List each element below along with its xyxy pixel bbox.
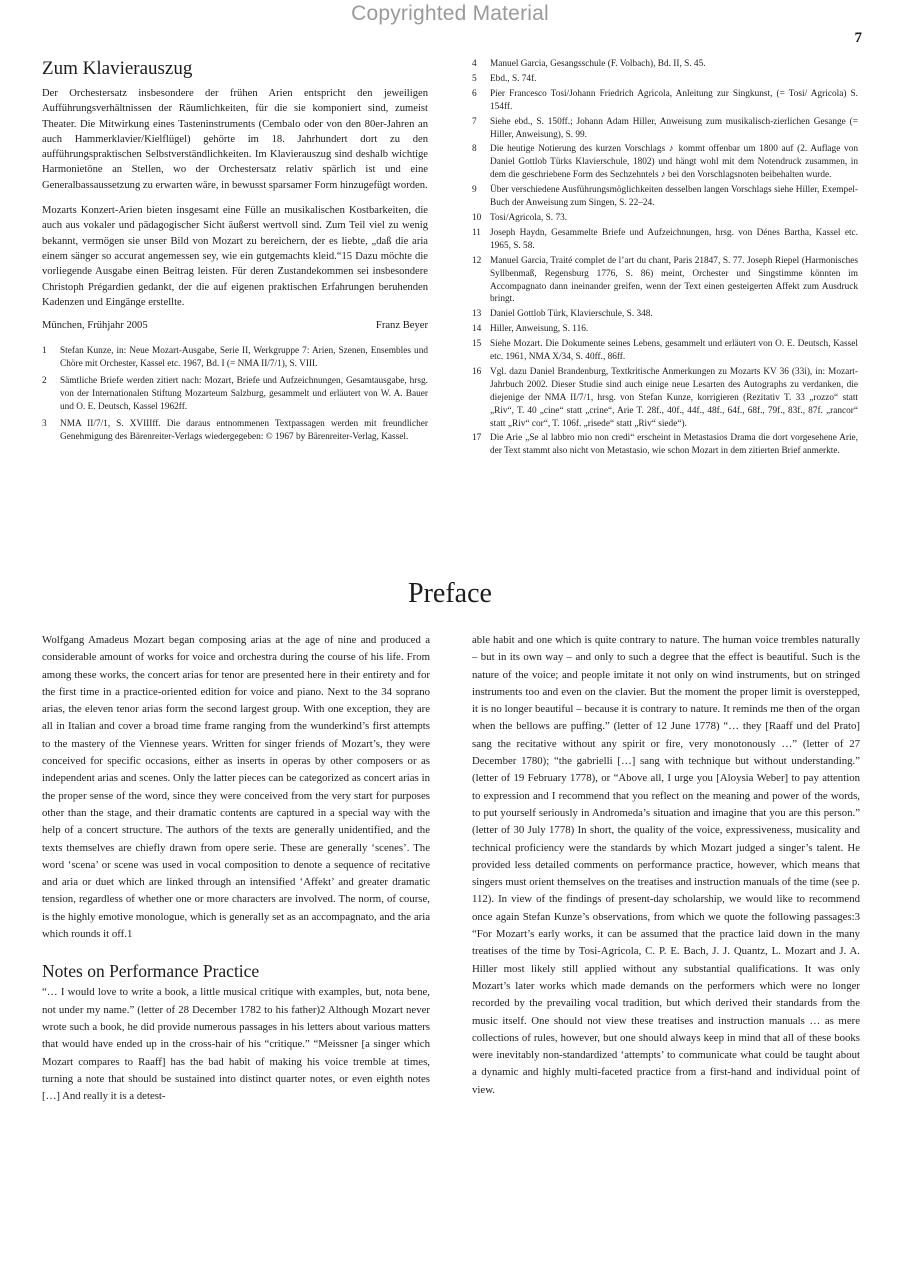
footnote: 8 Die heutige Notierung des kurzen Vorschlags ♪ kommt offenbar um 1800 auf (2. Auflage von Daniel Gottlob Türks Klavierschule, 1802) und hängt wohl mit dem Notendruck zusammen, in dem die geschriebene Form des Sechzehntels ♪ bei den Vorschlagsnoten beibehalten wurde. bbox=[472, 144, 858, 181]
footnotes-left bbox=[42, 345, 428, 443]
klavier-section bbox=[42, 58, 428, 448]
preface-right-column bbox=[472, 632, 860, 1099]
author-name: Franz Beyer bbox=[375, 320, 428, 332]
footnote: 2 Sämtliche Briefe werden zitiert nach: Mozart, Briefe und Aufzeichnungen, Gesamtausgabe, hrsg. von der Internationalen Stiftung Mozarteum Salzburg, gesammelt und erläutert von W. A. Bauer und O. E. Deutsch, Kassel 1962ff. bbox=[42, 375, 428, 412]
footnote: 4 Manuel Garcia, Gesangsschule (F. Volbach), Bd. II, S. 45. bbox=[472, 59, 706, 69]
klavier-paragraph-2: Mozarts Konzert-Arien bieten insgesamt eine Fülle an musikalischen Kostbarkeiten, die auch aus vokaler und pädagogischer Sicht äußerst wertvoll sind. Zum Teil viel zu wenig bekannt, vermögen sie unser Bild von Mozart zu bereichern, der es liebte, „daß die aria einem sänger so accurat angemessen sey, wie ein gutgemachts kleid.“15 Dazu möchte die vorliegende Ausgabe einen Beitrag leisten. Für deren Zustandekommen sei insbesondere Christoph Prégardien gedankt, der die auf eigenen praktischen Erfahrungen beruhenden Kadenzen und Eingänge erstellte. bbox=[42, 205, 428, 308]
footnote: 15 Siehe Mozart. Die Dokumente seines Lebens, gesammelt und erläutert von O. E. Deutsch, Kassel etc. 1961, NMA X/34, S. 40ff., 86ff. bbox=[472, 339, 858, 363]
preface-title: Preface bbox=[408, 578, 492, 609]
preface-continuation-text: able habit and one which is quite contrary to nature. The human voice trembles naturally – but in its own way – and only to such a degree that the effect is beautiful. Such is the nature of the voice; and people imitate it not only on wind instruments, but on stringed instruments too and even on the clavier. But the moment the proper limit is overstepped, it is no longer beautiful – because it is contrary to nature. It reminds me then of the organ when the bellows are puffing.” (letter of 12 June 1778) “… they [Raaff und del Prato] sang the recitative without any spirit or fire, very monotonously …” (letter of 27 December 1780); “the gabrielli […] sang with technique but without understanding.” (letter of 19 February 1778), or “Above all, I urge you [Aloysia Weber] to pay attention to expression and I recommend that you reflect on the meaning and power of the words, to put yourself seriously in Andromeda’s situation and imagine that you are this person.” (letter of 30 July 1778) In short, the quality of the voice, expressiveness, musicality and technical proficiency were the standards by which Mozart judged a singer’s talent. He provided less detailed comments on performance practice, however, which means that singers must orient themselves on the treatises and instruction manuals of the time (see p. 112). In view of the findings of present-day scholarship, we would like to recommend once again Stefan Kunze’s observations, from which we quote the following passages:3 “For Mozart’s early works, it can be assumed that the practice laid down in the many treatises of the time by Tosi-Agricola, C. P. E. Bach, J. J. Quantz, L. Mozart and J. A. Hiller most likely still applied without any substantial qualifications. It was only Mozart’s later works which made demands on the performers which were no longer recorded by the prevailing vocal tradition, but which derived their standards from the music itself. One should not view these treatises and instruction manuals … as mere collections of rules, however, but one should always keep in mind that all of these books were inevitably non-standardized ‘attempts’ to communicate what could be taught about a dynamic and highly multi-faceted practice from a first-hand and individual point of view. bbox=[472, 634, 860, 1096]
footnote: 9 Über verschiedene Ausführungsmöglichkeiten desselben langen Vorschlags siehe Hiller, Exempel-Buch der Anweisung zum Singen, S. 22–24. bbox=[472, 185, 858, 209]
footnote: 14 Hiller, Anweisung, S. 116. bbox=[472, 324, 589, 335]
footnote: 3 NMA II/7/1, S. XVIIIff. Die daraus entnommenen Textpassagen werden mit freundlicher Genehmigung des Bärenreiter-Verlags wiedergegeben: © 1967 by Bärenreiter-Verlag, Kassel. bbox=[42, 418, 428, 442]
place-date: München, Frühjahr 2005 bbox=[42, 320, 148, 332]
footnotes-right-column bbox=[472, 58, 858, 460]
klavier-heading: Zum Klavierauszug bbox=[42, 58, 193, 79]
footnote: 10 Tosi/Agricola, S. 73. bbox=[472, 212, 568, 223]
klavier-paragraph-1: Der Orchestersatz insbesondere der frühen Arien entspricht den jeweiligen Aufführungsverhältnissen der Räumlichkeiten, für die sie komponiert sind, zumeist Theater. Die Mitwirkung eines Tasteninstruments (Cembalo oder von den 80er-Jahren an auch Hammerklavier/Kielflügel) gehörte im 18. Jahrhundert dort zu den aufführungspraktischen Selbstverständlichkeiten. Im Klavierauszug sind deshalb wichtige Harmonietöne an Stellen, wo der Orchestersatz relativ spärlich ist und eine Generalbassaussetzung zu erwarten wäre, in bewusst sparsamer Form hinzugefügt worden. bbox=[42, 88, 428, 191]
footnote: 13 Daniel Gottlob Türk, Klavierschule, S. 348. bbox=[472, 309, 653, 320]
notes-text: “… I would love to write a book, a little musical critique with examples, but, nota bene, not under my name.” (letter of 28 December 1782 to his father)2 Although Mozart never wrote such a book, he did provide numerous passages in his letters about various matters that would have ended up in the cross-hair of his “critique.” “Meissner [a singer which Mozart compares to Raaff] has the bad habit of making his voice tremble at times, turning a note that should be sustained into distinct quarter notes, or even eighth notes […] And really it is a detest- bbox=[42, 986, 430, 1103]
signature-line bbox=[42, 320, 428, 331]
copyright-watermark: Copyrighted Material bbox=[351, 2, 549, 25]
footnote: 17 Die Arie „Se al labbro mio non credi“ erscheint in Metastasios Drama die dort vorgesehene Arie, der Text stammt also nicht von Metastasio, wie schon Mozart in dem zitierten Brief anmerkte. bbox=[472, 433, 858, 457]
footnote: 7 Siehe ebd., S. 150ff.; Johann Adam Hiller, Anweisung zum musikalisch-zierlichen Gesange (= Hiller, Anweisung), S. 99. bbox=[472, 116, 858, 140]
footnote: 6 Pier Francesco Tosi/Johann Friedrich Agricola, Anleitung zur Singkunst, (= Tosi/ Agricola) S. 154ff. bbox=[472, 88, 858, 112]
footnote: 1 Stefan Kunze, in: Neue Mozart-Ausgabe, Serie II, Werkgruppe 7: Arien, Szenen, Ensembles und Chöre mit Orchester, Kassel etc. 1967, Bd. I (= NMA II/7/1), S. VIII. bbox=[42, 346, 428, 370]
footnotes-right bbox=[472, 58, 858, 458]
footnote: 11 Joseph Haydn, Gesammelte Briefe und Aufzeichnungen, hrsg. von Dénes Bartha, Kassel etc. 1965, S. 58. bbox=[472, 227, 858, 251]
footnote: 12 Manuel Garcia, Traité complet de l’art du chant, Paris 21847, S. 77. Joseph Riepel (Harmonisches Syllbenmaß, Regensburg 1776, S. 86) meint, Orchester und Singstimme könnten im Accompagnato dann ineinander greifen, wenn der Text einen gesteigerten Affekt zum Ausdruck bringt. bbox=[472, 255, 858, 305]
page-number: 7 bbox=[854, 30, 862, 46]
preface-intro-text: Wolfgang Amadeus Mozart began composing arias at the age of nine and produced a considerable amount of works for voice and orchestra during the course of his life. From among these works, the concert arias for tenor are presented here in their entirety and for the first time in a practice-oriented edition for voice and piano. Next to the 34 soprano arias, the eleven tenor arias form the second largest group. With one exception, they are all in Italian and cover a broad time frame ranging from the wunderkind’s first attempts to the mastery of the Viennese years. Written for singer friends of Mozart’s, they were conceived for specific occasions, either as inserts in operas by other composers or as independent arias and scenes. Only the latter pieces can be categorized as concert arias in the proper sense of the word, since they were conceived from the very start for purposes other than the stage, and their dramatic contents are captured in a special way with the help of a concert structure. The authors of the texts are generally unidentified, and the texts themselves are chiefly drawn from opere serie. These are generally ‘scenes’. The word ‘scena’ or scene was used in vocal composition to denote a sequence of recitative and aria or duet which are linked through an intensified ‘Affekt’ and greater dramatic tension, regardless of whether one or more characters are involved. The norm, of course, is the highly emotive monologue, which is generally set as an accompagnato, and the aria which rounds it off.1 bbox=[42, 634, 430, 941]
preface-left-column bbox=[42, 632, 430, 1105]
footnote: 5 Ebd., S. 74f. bbox=[472, 73, 537, 84]
notes-heading: Notes on Performance Practice bbox=[42, 961, 260, 982]
footnote: 16 Vgl. dazu Daniel Brandenburg, Textkritische Anmerkungen zu Mozarts KV 36 (33i), in: Mozart-Jahrbuch 2002. Dieser Studie sind auch einige neue Lesarten des Autographs zu verdanken, die diejenige der NMA II/7/1, hrsg. von Stefan Kunze, korrigieren (Rezitativ T. 33 „rozzo“ statt „Riv“, T. 40 „cine“ statt „crine“, Arie T. 28f., 40f., 44f., 48f., 64f., 68f., 79f., 83f., 87f. „rancor“ statt „Riv“ cor“, T. 106f. „risede“ statt „Riv“ siede“). bbox=[472, 366, 858, 429]
